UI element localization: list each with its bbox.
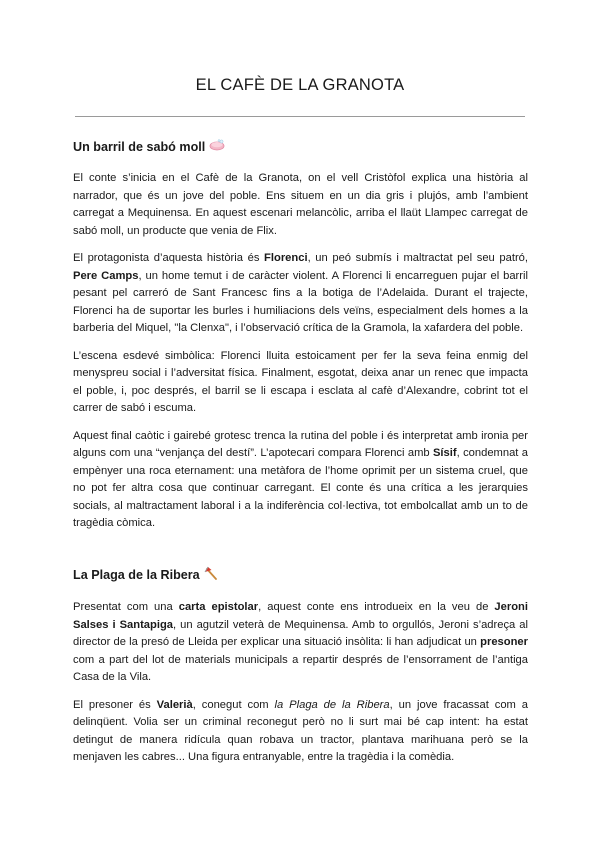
- paragraph: [73, 348, 528, 418]
- text-run: El protagonista d’aquesta història és: [73, 252, 265, 264]
- paragraph: [73, 428, 528, 533]
- paragraph: [73, 697, 528, 767]
- document-title: EL CAFÈ DE LA GRANOTA: [195, 76, 405, 94]
- text-run: , un agutzil veterà de Mequinensa. Amb to orgullós, Jeroni s’adreça al director de la presó de Lleida per explicar una situació insòlita: li han adjudicat un: [73, 618, 528, 648]
- bold-text: Florenci: [264, 252, 308, 264]
- section-body: [73, 170, 528, 533]
- text-run: , aquest conte ens introdueix en la veu de: [258, 601, 495, 613]
- paragraph: [73, 250, 528, 338]
- section-heading: [73, 566, 528, 583]
- paragraph: [73, 599, 528, 687]
- text-run: El conte s’inicia en el Cafè de la Granota, on el vell Cristòfol explica una història al narrador, que és un jove del poble. Ens situem en un dia gris i plujós, amb l’ambient carregat a Mequinensa. En aquest escenari melancòlic, arriba el llaüt Llampec carregat de sabó moll, un producte que venia de Flix.: [73, 172, 528, 237]
- bold-text: Valerià: [156, 698, 193, 711]
- text-run: , un peó submís i maltractat pel seu patró,: [307, 252, 528, 264]
- section-body: [73, 599, 528, 767]
- title-divider: [75, 116, 525, 117]
- bold-text: presoner: [480, 636, 528, 648]
- italic-text: la Plaga de la Ribera: [274, 698, 390, 711]
- paragraph: [73, 170, 528, 240]
- text-run: , condemnat a empènyer una roca eternament: una metàfora de l’home oprimit per un sistema cruel, que no pot fer altra cosa que continuar carregant. El conte és una crítica a les jerarquies socials, al maltractament laboral i a la indiferència col·lectiva, tot embolcallat amb un to de tragèdia còmica.: [73, 447, 528, 529]
- section-heading-text: Un barril de sabó moll: [73, 139, 206, 154]
- text-run: , conegut com: [192, 698, 275, 711]
- bold-text: Sísif: [432, 447, 457, 459]
- bold-text: carta epistolar: [178, 601, 259, 613]
- text-run: Presentat com una: [73, 601, 179, 613]
- bold-text: Jeroni Salses i Santapiga: [73, 601, 528, 631]
- text-run: Aquest final caòtic i gairebé grotesc trenca la rutina del poble i és interpretat amb ironia per alguns com una “venjança del destí”. L’apotecari compara Florenci amb: [73, 429, 528, 459]
- text-run: , un home temut i de caràcter violent. A Florenci li encarreguen pujar el barril pesant pel carreró de Sant Francesc fins a la botiga de l’Adelaida. Durant el trajecte, Florenci ha de suportar les burles i humiliacions dels veïns, especialment dels homes a la barberia del Miquel, "la Clenxa", i l’observació crítica de la Gramola, la xafardera del poble.: [73, 269, 528, 334]
- section-heading: [73, 139, 528, 154]
- section-plaga: [73, 566, 528, 777]
- bold-text: Pere Camps: [73, 269, 139, 282]
- text-run: com a part del lot de materials municipals a repartir després de l’ensorrament de l’antiga Casa de la Vila.: [73, 653, 528, 683]
- text-run: , un jove fracassat com a delinqüent. Volia ser un criminal reconegut però no li surt mai bé cap intent: ha estat detingut de manera ridícula quan robava un tractor, plantava marihuana però se la menjaven les cabres... Una figura entranyable, entre la tragèdia i la comèdia.: [73, 698, 528, 763]
- soap-icon: [209, 139, 225, 154]
- section-heading-text: La Plaga de la Ribera: [73, 567, 200, 582]
- axe-icon: [204, 566, 218, 583]
- section-barril: [73, 139, 528, 543]
- text-run: L’escena esdevé simbòlica: Florenci lluita estoicament per fer la seva feina enmig del menyspreu social i l’adversitat física. Finalment, esgotat, deixa anar un renec que impacta el poble, i, poc després, el barril se li escapa i esclata al cafè d’Alexandre, cobrint tot el carrer de sabó i escuma.: [73, 349, 528, 414]
- text-run: El presoner és: [73, 698, 157, 711]
